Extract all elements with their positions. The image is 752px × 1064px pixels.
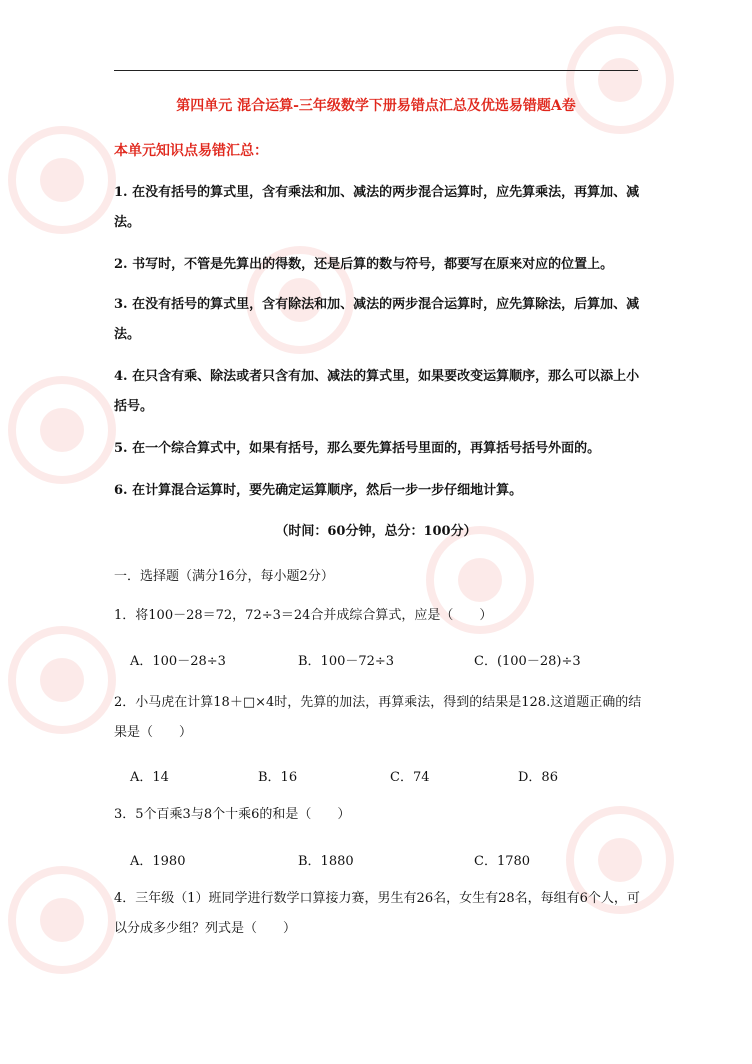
watermark-logo-1 [2, 120, 122, 240]
question-1-option-b: B．100－72÷3 [298, 654, 395, 669]
question-2-stem: 2．小马虎在计算18＋□×4时，先算的加法，再算乘法，得到的结果是128.这道题正确的结果是（ ） [114, 695, 642, 740]
knowledge-point: 6. 在计算混合运算时，要先确定运算顺序，然后一步一步仔细地计算。 [114, 483, 523, 498]
question-4-stem: 4．三年级（1）班同学进行数学口算接力赛，男生有26名，女生有28名，每组有6个人，可以分成多少组？列式是（ ） [114, 891, 640, 936]
watermark-logo-3 [2, 620, 122, 740]
question-1-option-a: A．100－28÷3 [130, 654, 226, 669]
document-title: 第四单元 混合运算-三年级数学下册易错点汇总及优选易错题A卷 [176, 98, 576, 114]
knowledge-point: 4. 在只含有乘、除法或者只含有加、减法的算式里，如果要改变运算顺序，那么可以添上小括号。 [114, 369, 640, 414]
knowledge-point: 3. 在没有括号的算式里，含有除法和加、减法的两步混合运算时，应先算除法，后算加、减法。 [114, 297, 640, 342]
exam-info: （时间：60分钟，总分：100分） [275, 524, 477, 539]
question-3-option-c: C．1780 [474, 854, 531, 869]
header-rule [114, 70, 638, 71]
question-2-option-d: D．86 [518, 770, 558, 785]
watermark-logo-2 [2, 370, 122, 490]
knowledge-point: 1. 在没有括号的算式里，含有乘法和加、减法的两步混合运算时，应先算乘法，再算加、减法。 [114, 185, 640, 230]
question-2-option-a: A．14 [130, 770, 169, 785]
watermark-logo-7 [560, 20, 680, 140]
knowledge-point: 5. 在一个综合算式中，如果有括号，那么要先算括号里面的，再算括号括号外面的。 [114, 441, 601, 456]
question-2-option-c: C．74 [390, 770, 430, 785]
question-3-option-a: A．1980 [130, 854, 186, 869]
watermark-logo-4 [2, 860, 122, 980]
question-1-option-c: C．(100－28)÷3 [474, 654, 581, 669]
question-2-option-b: B．16 [258, 770, 298, 785]
section-title: 一．选择题（满分16分，每小题2分） [114, 569, 334, 584]
knowledge-point: 2. 书写时，不管是先算出的得数，还是后算的数与符号，都要写在原来对应的位置上。 [114, 257, 614, 272]
question-3-option-b: B．1880 [298, 854, 354, 869]
knowledge-heading: 本单元知识点易错汇总： [114, 143, 268, 159]
question-3-stem: 3．5个百乘3与8个十乘6的和是（ ） [114, 807, 351, 822]
question-1-stem: 1．将100－28＝72，72÷3＝24合并成综合算式，应是（ ） [114, 608, 493, 623]
